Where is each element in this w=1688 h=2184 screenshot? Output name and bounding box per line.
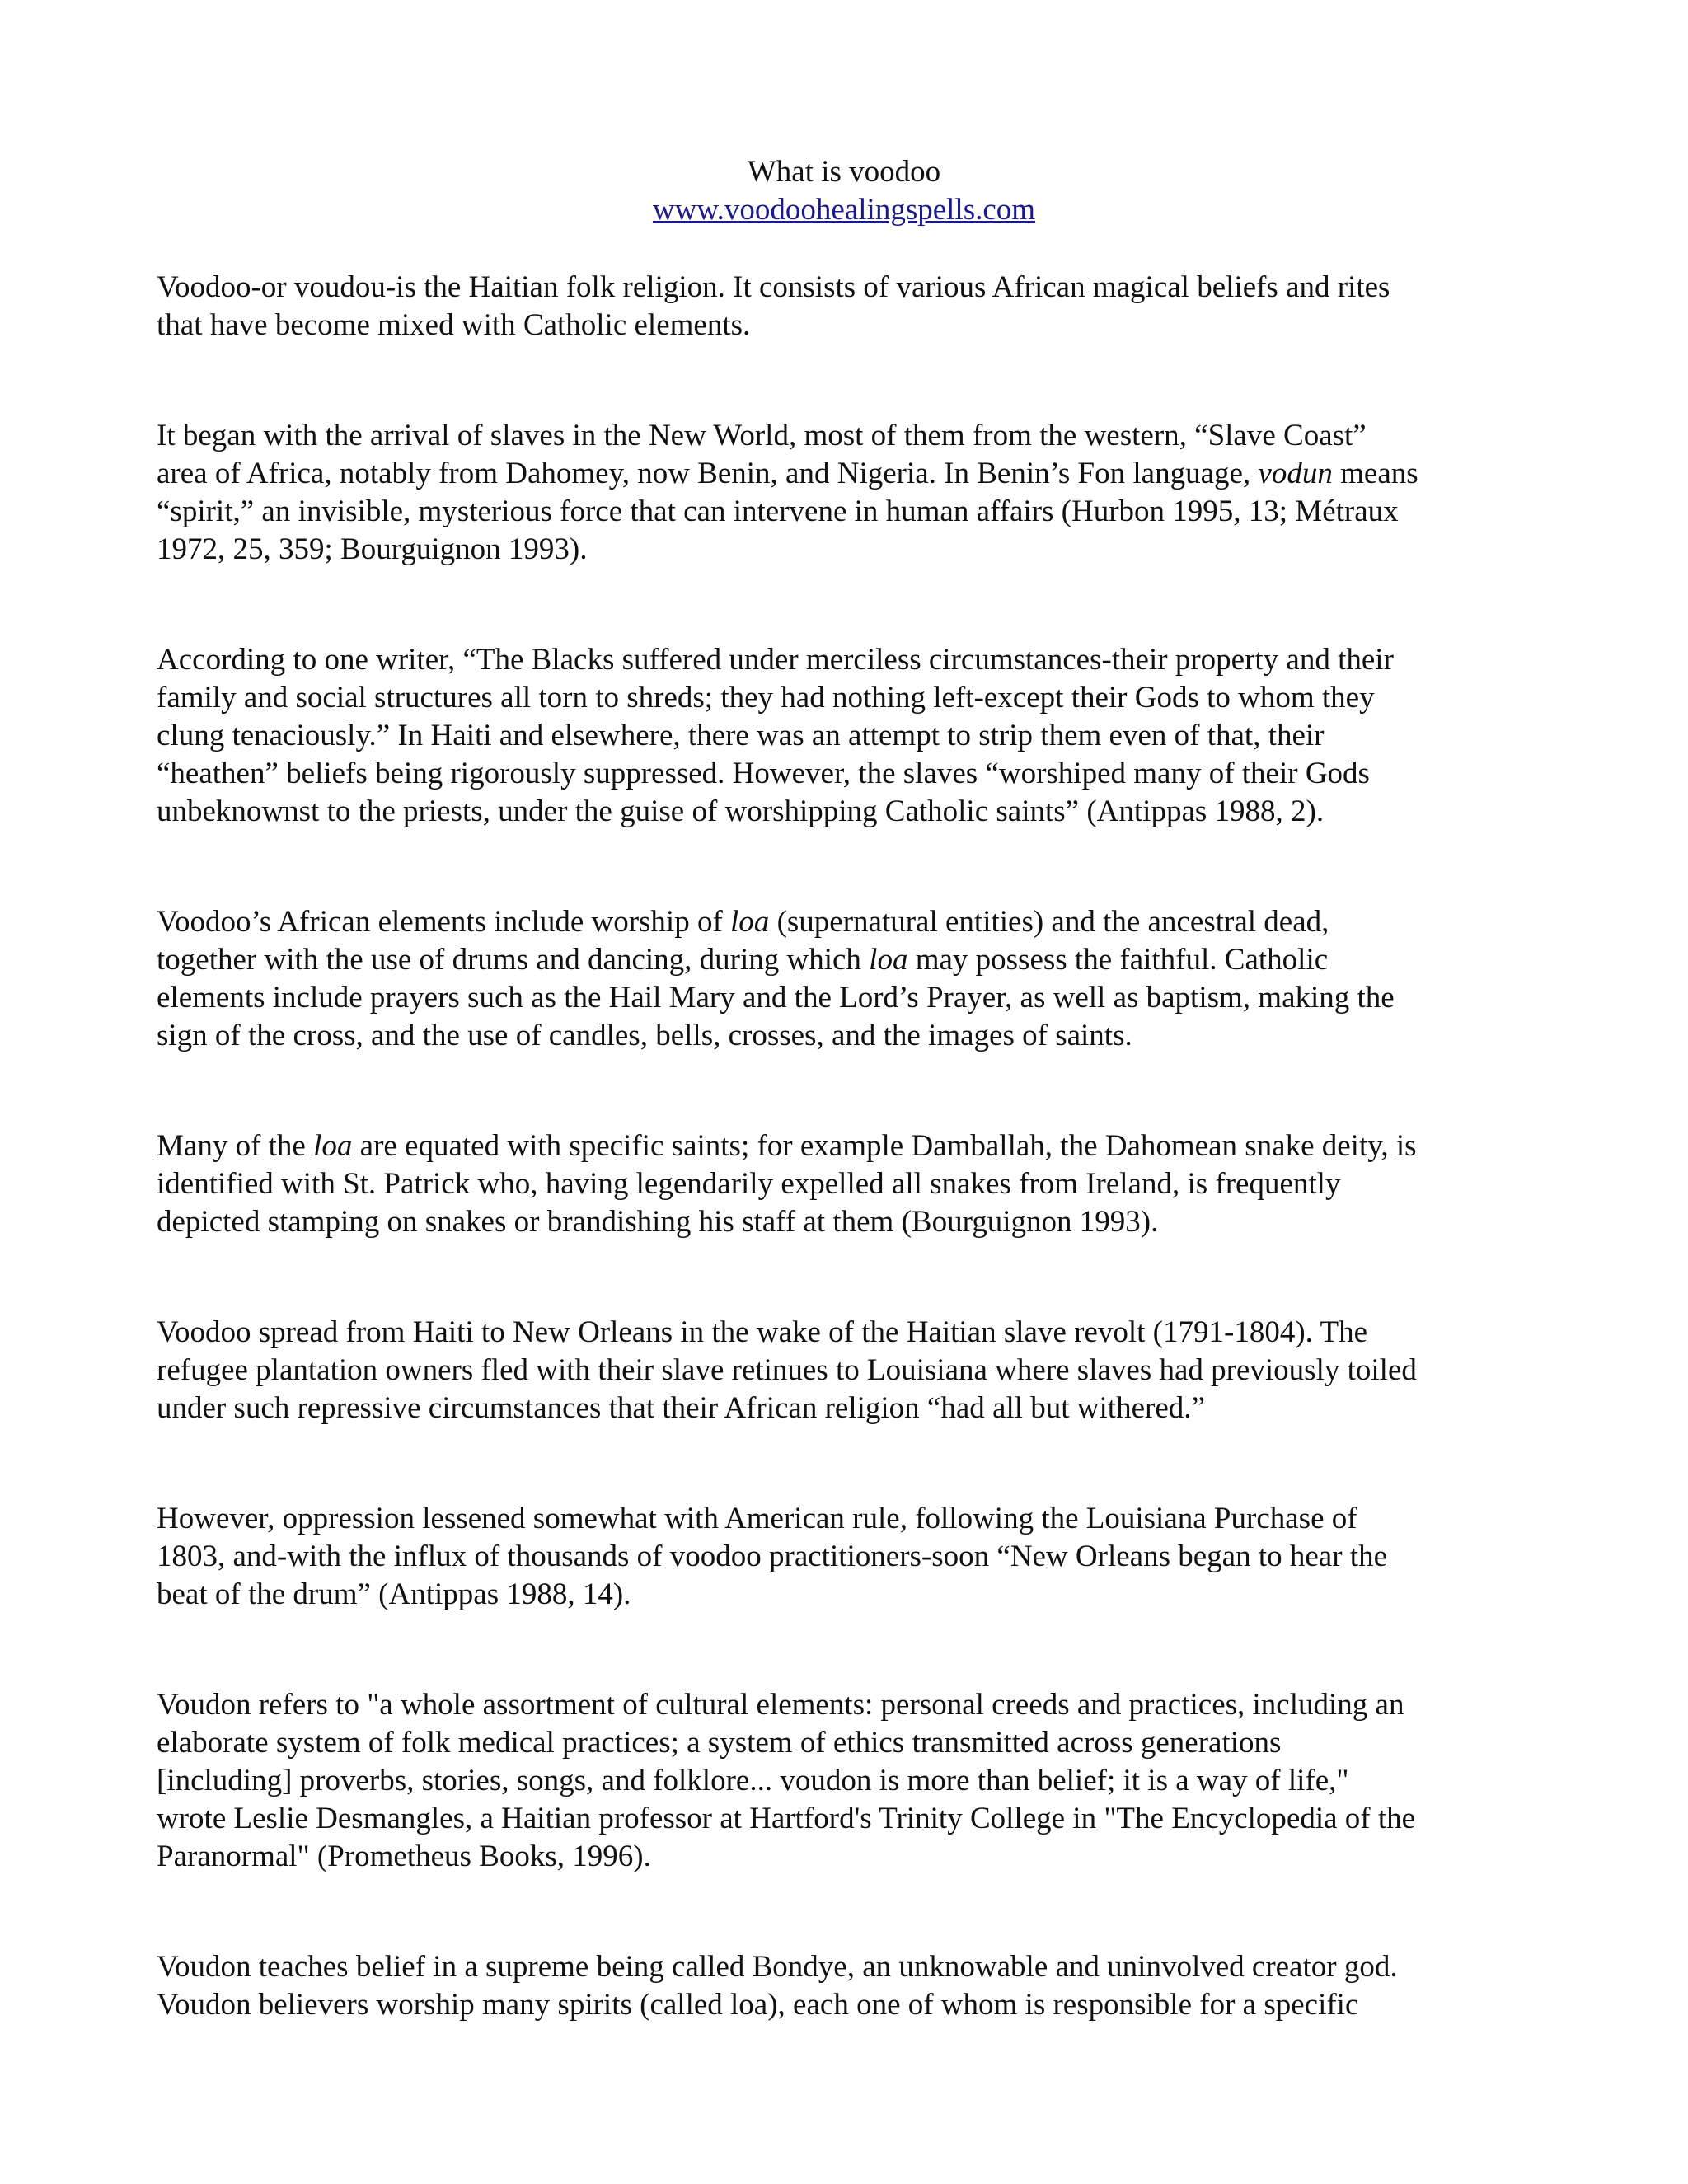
text-line: identified with St. Patrick who, having legendarily expelled all snakes from Ireland, is frequently [157,1167,1341,1201]
italic-term: vodun [1258,457,1333,490]
document-title: What is voodoo [747,155,941,189]
text-line: elaborate system of folk medical practices; a system of ethics transmitted across generations [157,1726,1282,1760]
text-line: “spirit,” an invisible, mysterious force that can intervene in human affairs (Hurbon 1995, 13; Métraux [157,494,1399,528]
paragraph [157,641,1541,831]
text-line: area of Africa, notably from Dahomey, now Benin, and Nigeria. In Benin’s Fon language, vodun means [157,457,1418,490]
text-line: Voodoo-or voudou-is the Haitian folk religion. It consists of various African magical beliefs and rites [157,270,1390,304]
text-line: depicted stamping on snakes or brandishing his staff at them (Bourguignon 1993). [157,1205,1159,1239]
text-line: that have become mixed with Catholic elements. [157,308,751,342]
paragraph [157,1314,1541,1427]
text-line: unbeknownst to the priests, under the guise of worshipping Catholic saints” (Antippas 1988, 2). [157,794,1325,828]
text-line: Paranormal" (Prometheus Books, 1996). [157,1840,651,1873]
text-line: refugee plantation owners fled with their slave retinues to Louisiana where slaves had previously toiled [157,1353,1417,1387]
paragraph [157,417,1541,569]
italic-term: loa [730,905,770,939]
text-line: Voudon believers worship many spirits (called loa), each one of whom is responsible for a specific [157,1988,1359,2022]
paragraph [157,1686,1541,1876]
text-line: [including] proverbs, stories, songs, and folklore... voudon is more than belief; it is a way of life," [157,1764,1349,1797]
text-line: Voudon teaches belief in a supreme being called Bondye, an unknowable and uninvolved creator god. [157,1950,1398,1984]
document-body [157,269,1541,2097]
italic-term: loa [869,943,908,977]
paragraph [157,903,1541,1055]
text-line: family and social structures all torn to shreds; they had nothing left-except their Gods to whom they [157,681,1375,715]
italic-term: loa [313,1129,353,1163]
text-line: beat of the drum” (Antippas 1988, 14). [157,1577,631,1611]
text-line: Voodoo spread from Haiti to New Orleans in the wake of the Haitian slave revolt (1791-1804). The [157,1315,1367,1349]
website-link[interactable]: www.voodoohealingspells.com [652,193,1036,227]
text-line: “heathen” beliefs being rigorously suppressed. However, the slaves “worshiped many of their Gods [157,757,1370,790]
text-line: Many of the loa are equated with specific saints; for example Damballah, the Dahomean snake deity, is [157,1129,1417,1163]
text-line: It began with the arrival of slaves in the New World, most of them from the western, “Slave Coast” [157,419,1367,452]
text-line: 1803, and-with the influx of thousands of voodoo practitioners-soon “New Orleans began to hear the [157,1540,1387,1573]
text-line: clung tenaciously.” In Haiti and elsewhere, there was an attempt to strip them even of that, their [157,719,1325,752]
paragraph [157,1500,1541,1614]
text-line: wrote Leslie Desmangles, a Haitian professor at Hartford's Trinity College in "The Encyclopedia of the [157,1802,1416,1835]
paragraph [157,269,1541,344]
paragraph [157,1948,1541,2024]
text-line: sign of the cross, and the use of candles, bells, crosses, and the images of saints. [157,1019,1132,1052]
paragraph [157,1127,1541,1241]
text-line: together with the use of drums and dancing, during which loa may possess the faithful. Catholic [157,943,1329,977]
text-line: Voodoo’s African elements include worship of loa (supernatural entities) and the ancestral dead, [157,905,1329,939]
text-line: However, oppression lessened somewhat with American rule, following the Louisiana Purchase of [157,1502,1357,1535]
text-line: elements include prayers such as the Hail Mary and the Lord’s Prayer, as well as baptism, making the [157,981,1395,1015]
text-line: Voudon refers to "a whole assortment of cultural elements: personal creeds and practices, including an [157,1688,1404,1722]
document-header [0,153,1688,229]
text-line: 1972, 25, 359; Bourguignon 1993). [157,532,588,566]
text-line: According to one writer, “The Blacks suffered under merciless circumstances-their property and their [157,643,1394,677]
text-line: under such repressive circumstances that their African religion “had all but withered.” [157,1391,1205,1425]
